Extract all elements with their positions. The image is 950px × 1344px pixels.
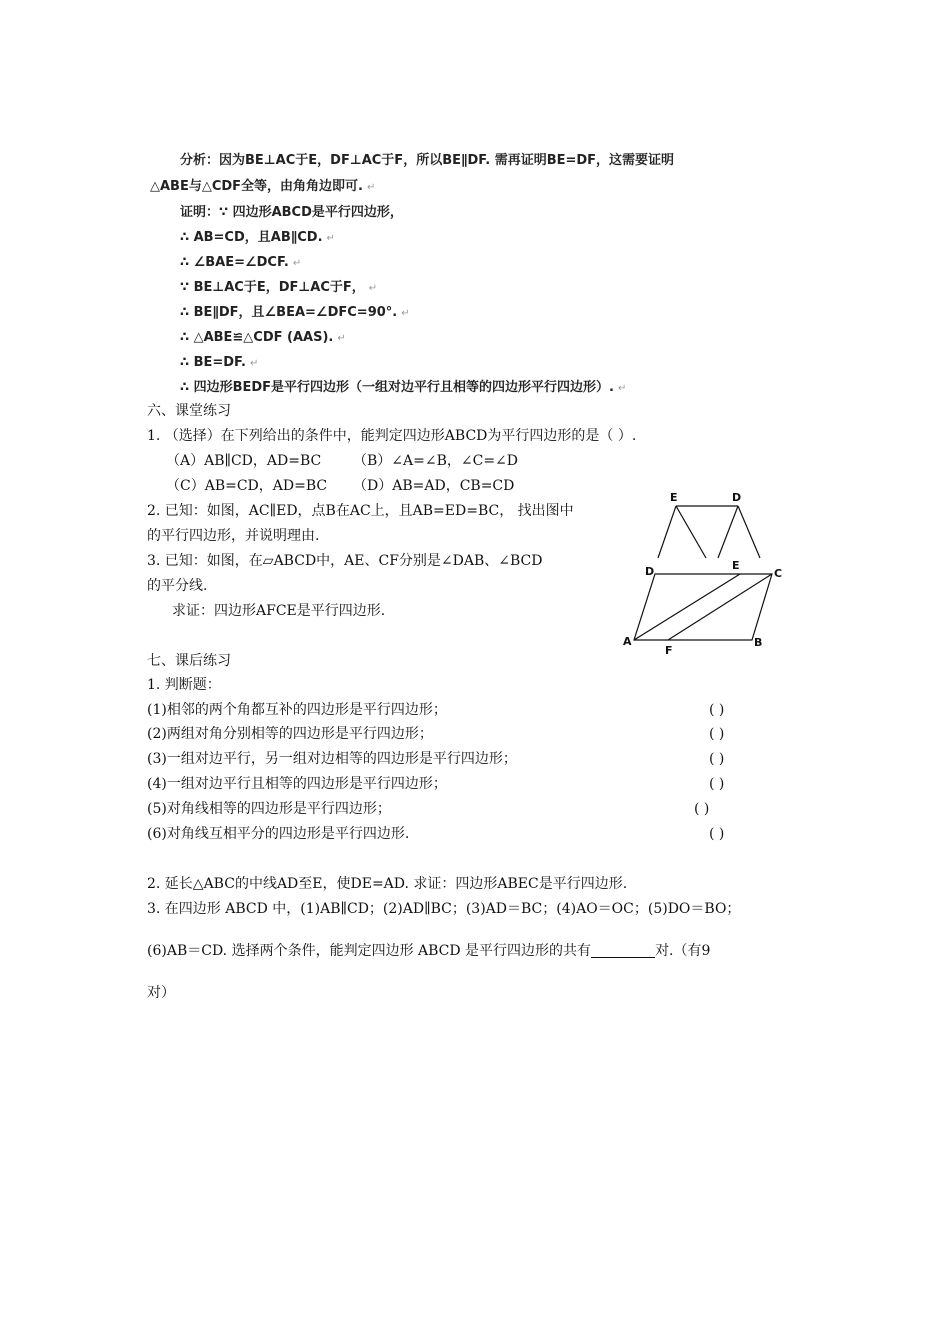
figure-label-e: E: [732, 559, 740, 572]
judgment-item: (3)一组对边平行，另一组对边相等的四边形是平行四边形；: [147, 751, 517, 767]
question-3-line-3: 对）: [147, 985, 175, 1001]
judgment-item: (5)对角线相等的四边形是平行四边形；: [147, 801, 391, 817]
question-3-line-2: 的平分线.: [147, 578, 208, 594]
judgment-title: 1. 判断题：: [147, 677, 221, 693]
analysis-line-2: △ABE与△CDF全等，由角角边即可. ↵: [150, 179, 376, 194]
question-3-line-3: 求证：四边形AFCE是平行四边形.: [172, 603, 386, 619]
proof-step: ∴ AB=CD，且AB∥CD. ↵: [180, 230, 335, 245]
segment-e-left: [658, 506, 676, 558]
proof-step: ∴ BE∥DF，且∠BEA=∠DFC=90°. ↵: [180, 305, 410, 320]
figure-label-c: C: [774, 567, 783, 580]
figure-label-f: F: [665, 644, 673, 657]
geometry-figure: [620, 488, 790, 660]
proof-step: ∴ 四边形BEDF是平行四边形（一组对边平行且相等的四边形平行四边形）. ↵: [180, 380, 627, 395]
section-6-title: 六、课堂练习: [147, 403, 231, 419]
parallelogram-abcd: [634, 574, 772, 640]
question-2-line-1: 2. 已知：如图，AC∥ED，点B在AC上，且AB=ED=BC， 找出图中: [147, 503, 574, 519]
return-mark-icon: ↵: [617, 383, 627, 394]
segment-d-left: [718, 506, 738, 558]
question-2-line-2: 的平行四边形，并说明理由.: [147, 528, 320, 544]
return-mark-icon: ↵: [367, 182, 376, 193]
segment-e-right: [676, 506, 706, 558]
answer-blank[interactable]: ( ): [694, 801, 710, 817]
return-mark-icon: ↵: [368, 283, 378, 294]
proof-step: ∴ ∠BAE=∠DCF. ↵: [180, 255, 302, 270]
proof-step: ∴ △ABE≌△CDF (AAS). ↵: [180, 330, 346, 345]
segment-d-right: [738, 506, 760, 558]
figure-label-e-top: E: [670, 491, 678, 504]
answer-blank[interactable]: ( ): [709, 702, 725, 718]
option-a: （A）AB∥CD，AD=BC: [166, 453, 322, 469]
question-3-line-2: (6)AB＝CD. 选择两个条件，能判定四边形 ABCD 是平行四边形的共有 对.（有9: [147, 943, 711, 959]
return-mark-icon: ↵: [401, 308, 410, 319]
judgment-item: (2)两组对角分别相等的四边形是平行四边形；: [147, 726, 433, 742]
question-3-line-1: 3. 已知：如图，在▱ABCD中，AE、CF分别是∠DAB、∠BCD: [147, 553, 543, 569]
analysis-line-1: 分析：因为BE⊥AC于E，DF⊥AC于F，所以BE∥DF. 需再证明BE=DF，这需要证明: [180, 153, 675, 168]
segment-ae: [634, 574, 740, 640]
segment-cf: [668, 574, 772, 640]
figure-label-d: D: [645, 565, 655, 578]
answer-blank[interactable]: ( ): [709, 826, 725, 842]
proof-step: ∴ BE=DF. ↵: [180, 355, 259, 370]
figure-lines: [634, 506, 772, 640]
question-3-line-1: 3. 在四边形 ABCD 中，(1)AB∥CD；(2)AD∥BC；(3)AD＝BC；(4)AO＝OC；(5)DO＝BO；: [147, 901, 741, 917]
return-mark-icon: ↵: [337, 333, 346, 344]
section-7-title: 七、课后练习: [147, 653, 231, 669]
figure-label-a: A: [623, 635, 632, 648]
question-1: 1. （选择）在下列给出的条件中，能判定四边形ABCD为平行四边形的是（ ）.: [147, 428, 637, 444]
judgment-item: (6)对角线互相平分的四边形是平行四边形.: [147, 826, 410, 842]
option-b: （B）∠A=∠B，∠C=∠D: [353, 453, 519, 469]
judgment-item: (4)一组对边平行且相等的四边形是平行四边形；: [147, 776, 447, 792]
option-d: （D）AB=AD，CB=CD: [353, 478, 515, 494]
option-c: （C）AB=CD，AD=BC: [166, 478, 328, 494]
judgment-item: (1)相邻的两个角都互补的四边形是平行四边形；: [147, 702, 447, 718]
answer-blank[interactable]: ( ): [709, 726, 725, 742]
proof-intro: 证明：∵ 四边形ABCD是平行四边形，: [180, 205, 403, 220]
fill-in-blank[interactable]: [591, 943, 655, 958]
question-2: 2. 延长△ABC的中线AD至E，使DE=AD. 求证：四边形ABEC是平行四边形.: [147, 876, 628, 892]
figure-label-d-top: D: [732, 491, 742, 504]
figure-label-b: B: [754, 636, 763, 649]
return-mark-icon: ↵: [326, 233, 335, 244]
return-mark-icon: ↵: [249, 358, 259, 369]
return-mark-icon: ↵: [292, 258, 302, 269]
answer-blank[interactable]: ( ): [709, 751, 725, 767]
answer-blank[interactable]: ( ): [709, 776, 725, 792]
proof-step: ∵ BE⊥AC于E，DF⊥AC于F， ↵: [180, 280, 378, 295]
